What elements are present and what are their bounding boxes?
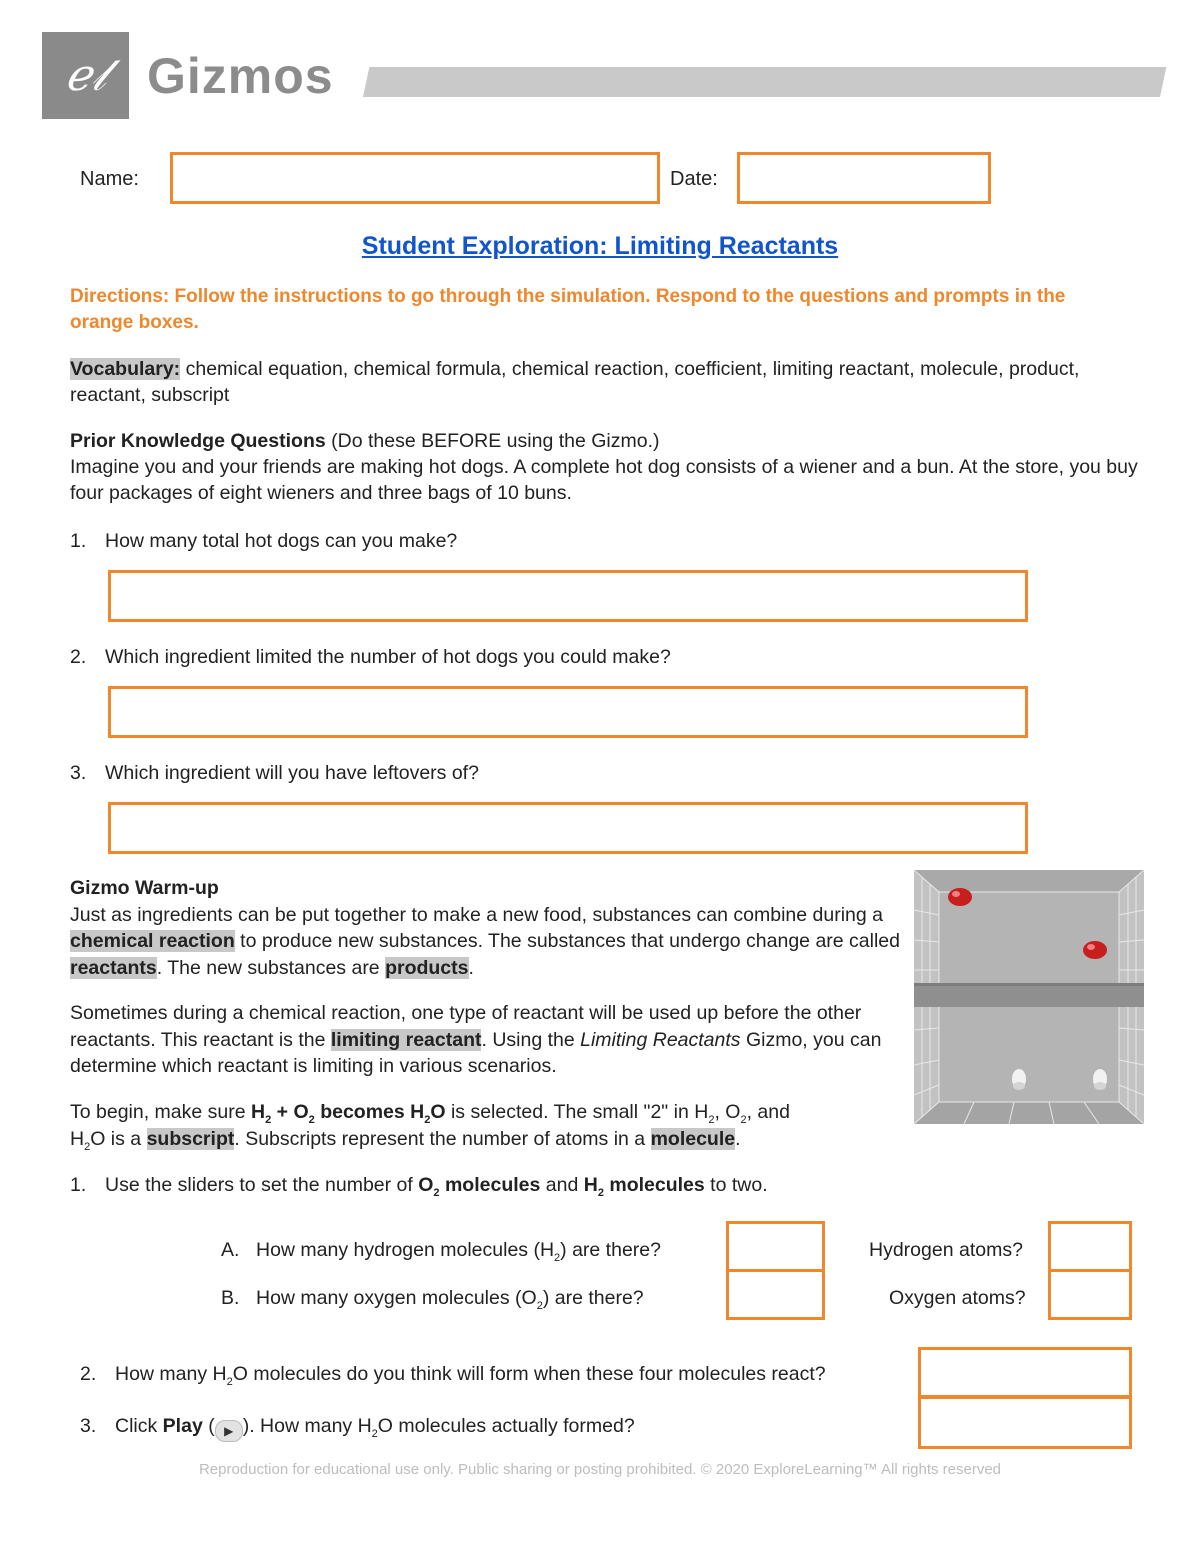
answer-predicted-h2o[interactable]: [918, 1347, 1132, 1398]
el-logo-icon: ℯ𝓁: [65, 50, 106, 101]
answer-box-2[interactable]: [108, 686, 1028, 738]
prior-heading: Prior Knowledge Questions: [70, 430, 326, 452]
answer-oxygen-atoms[interactable]: [1048, 1269, 1132, 1320]
warmup-question-1: 1. Use the sliders to set the number of $O_2$ molecules and $H_2$ molecules to two.: [70, 1174, 768, 1199]
gizmos-logo: [42, 32, 129, 119]
warmup-question-3: 3. Click Play ( ▶ ). How many $H_2O$ molecules actually formed?: [80, 1413, 635, 1442]
warmup-question-1b: B. How many oxygen molecules $(O_2)$ are there?: [221, 1287, 644, 1312]
date-label: Date:: [670, 168, 718, 190]
simulation-container-drawing: [914, 870, 1144, 1124]
answer-oxygen-molecules[interactable]: [726, 1269, 825, 1320]
answer-box-3[interactable]: [108, 802, 1028, 854]
warmup-p1: Gizmo Warm-up Just as ingredients can be put together to make a new food, substances can combine during a chemical reaction to produce new substances. The substances that undergo change are called reactants. The new substances are products.: [70, 877, 900, 979]
header-bar: [363, 67, 1166, 97]
term-reactants: reactants: [70, 956, 157, 979]
vocabulary: [70, 356, 1140, 408]
vocabulary-label: Vocabulary:: [70, 358, 181, 380]
term-molecule: molecule: [650, 1128, 736, 1150]
warmup-question-2: 2. How many $H_2O$ molecules do you think will form when these four molecules react?: [80, 1363, 826, 1388]
warmup-question-1a: A. How many hydrogen molecules $(H_2)$ are there?: [221, 1239, 661, 1264]
vocabulary-text: chemical equation, chemical formula, chemical reaction, coefficient, limiting reactant, molecule, product, reactant, subscript: [70, 358, 1080, 406]
name-label: Name:: [80, 168, 139, 190]
name-field[interactable]: [170, 152, 660, 204]
answer-actual-h2o[interactable]: [918, 1396, 1132, 1449]
term-products: products: [385, 956, 469, 979]
date-field[interactable]: [737, 152, 991, 204]
directions: Directions: Follow the instructions to go through the simulation. Respond to the questions and prompts in the orange boxes.: [70, 286, 1066, 333]
warmup-p3: To begin, make sure $H_2 + O_2$ becomes $H_2O$ is selected. The small "2" in $H_2$, $O_2$, and $H_2O$ is a subscript. Subscripts represent the number of atoms in a molecule.: [70, 1101, 790, 1153]
term-subscript: subscript: [146, 1128, 235, 1150]
prior-question-3: 3. Which ingredient will you have leftovers of?: [70, 762, 479, 784]
prior-question-1: 1. How many total hot dogs can you make?: [70, 530, 458, 552]
prior-knowledge: [70, 428, 1140, 506]
hydrogen-atoms-label: Hydrogen atoms?: [869, 1239, 1023, 1261]
answer-hydrogen-molecules[interactable]: [726, 1221, 825, 1272]
term-chemical-reaction: chemical reaction: [70, 930, 235, 952]
prior-text: Imagine you and your friends are making hot dogs. A complete hot dog consists of a wiener and a bun. At the store, you buy four packages of eight wieners and three bags of 10 buns.: [70, 456, 1138, 504]
oxygen-atoms-label: Oxygen atoms?: [889, 1287, 1026, 1309]
prior-question-2: 2. Which ingredient limited the number of hot dogs you could make?: [70, 646, 671, 668]
brand-name: Gizmos: [147, 48, 334, 104]
page-title: Student Exploration: Limiting Reactants: [361, 232, 839, 260]
term-limiting-reactant: limiting reactant: [330, 1028, 482, 1051]
answer-box-1[interactable]: [108, 570, 1028, 622]
simulation-image: [914, 870, 1144, 1124]
play-icon: ▶: [215, 1420, 243, 1442]
warmup-p2: Sometimes during a chemical reaction, one type of reactant will be used up before the other reactants. This reactant is the limiting reactant. Using the Limiting Reactants Gizmo, you can determine which reactant is limiting in various scenarios.: [70, 1002, 882, 1077]
prior-note: (Do these BEFORE using the Gizmo.): [325, 430, 660, 452]
footer-copyright: Reproduction for educational use only. Public sharing or posting prohibited. © 2020 ExploreLearning™ All rights reserved: [198, 1461, 1002, 1478]
answer-hydrogen-atoms[interactable]: [1048, 1221, 1132, 1272]
warmup-heading: Gizmo Warm-up: [70, 877, 219, 899]
